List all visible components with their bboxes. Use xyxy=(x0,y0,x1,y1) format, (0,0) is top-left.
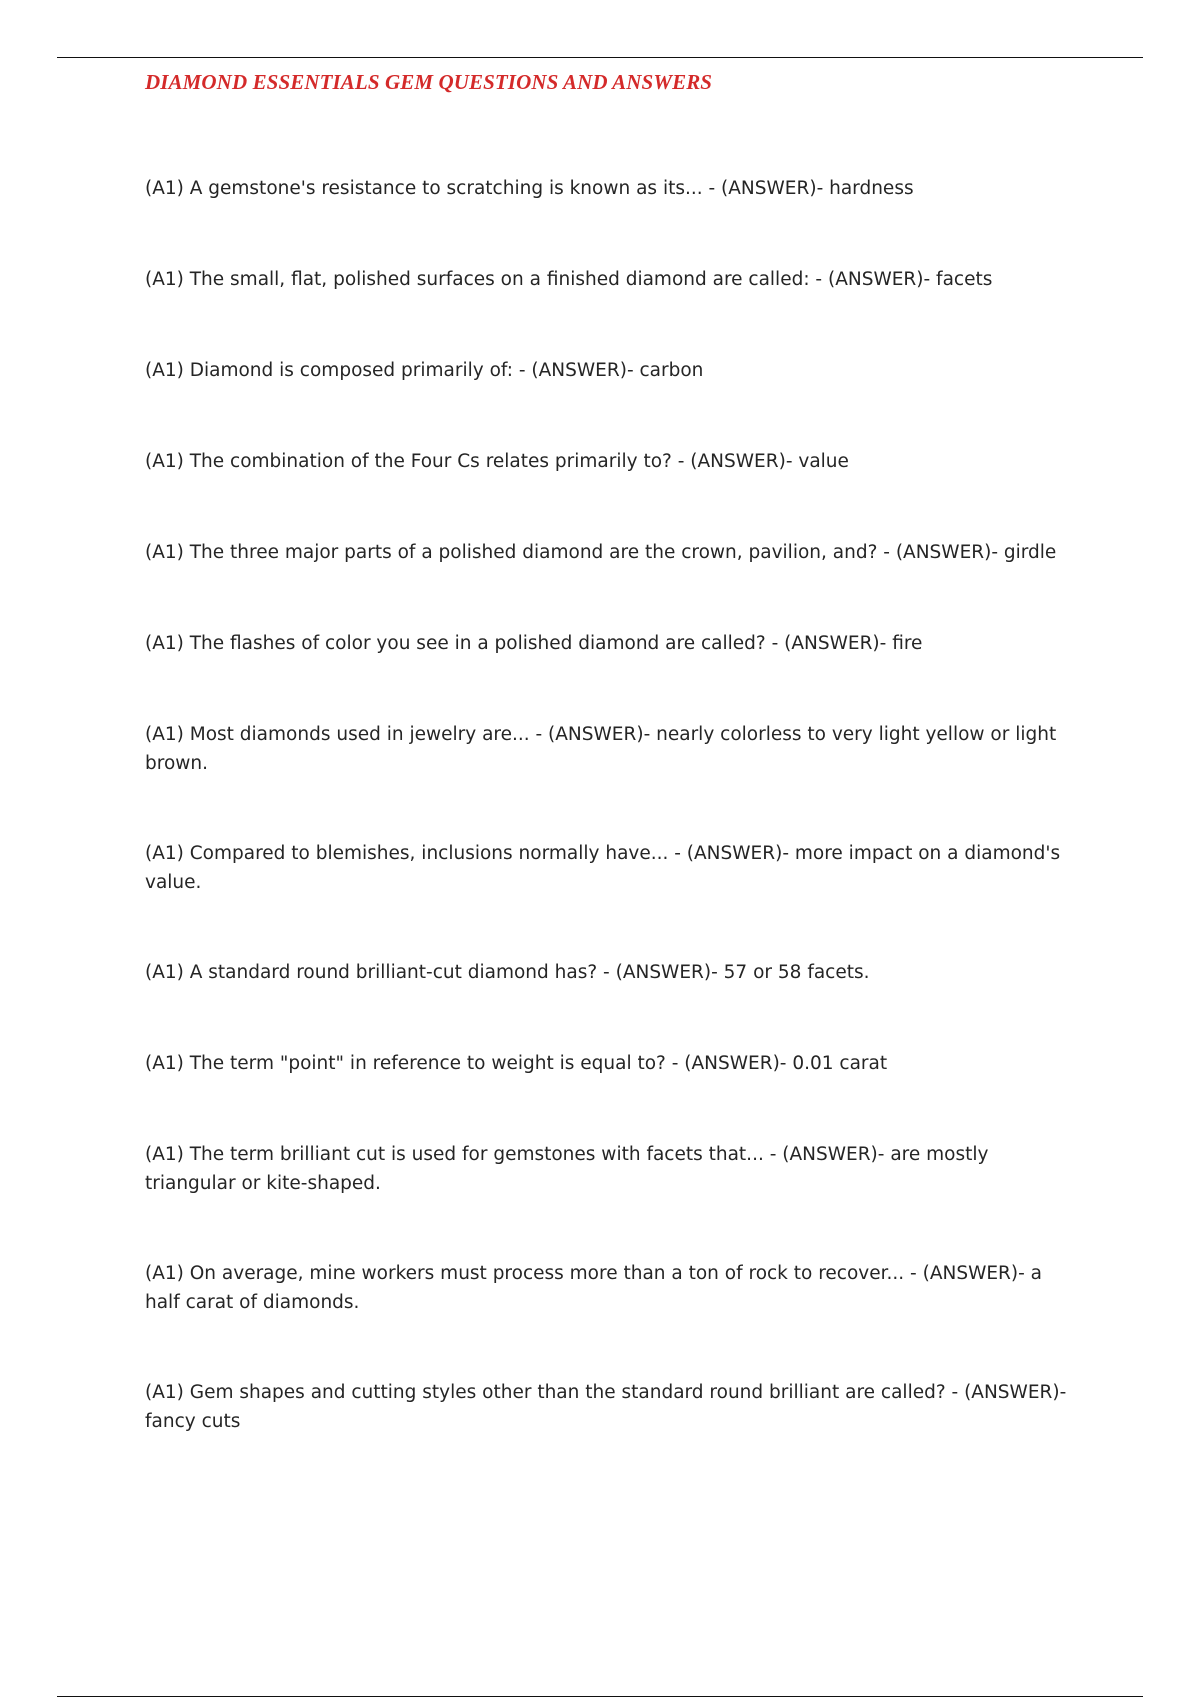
qa-item-6: (A1) The flashes of color you see in a polished diamond are called? - (ANSWER)- fire xyxy=(145,633,923,654)
qa-item-11: (A1) The term brilliant cut is used for gemstones with facets that... - (ANSWER)- are mostly triangular or kite-shaped. xyxy=(145,1144,989,1194)
top-rule xyxy=(57,57,1143,58)
qa-item-7: (A1) Most diamonds used in jewelry are... - (ANSWER)- nearly colorless to very light yellow or light brown. xyxy=(145,724,1057,774)
qa-item-10: (A1) The term "point" in reference to weight is equal to? - (ANSWER)- 0.01 carat xyxy=(145,1053,888,1074)
qa-item-3: (A1) Diamond is composed primarily of: - (ANSWER)- carbon xyxy=(145,360,704,381)
qa-item-13: (A1) Gem shapes and cutting styles other than the standard round brilliant are called? - (ANSWER)- fancy cuts xyxy=(145,1382,1067,1432)
qa-item-8: (A1) Compared to blemishes, inclusions normally have... - (ANSWER)- more impact on a diamond's value. xyxy=(145,843,1061,893)
qa-item-2: (A1) The small, flat, polished surfaces on a finished diamond are called: - (ANSWER)- facets xyxy=(145,269,993,290)
qa-item-4: (A1) The combination of the Four Cs relates primarily to? - (ANSWER)- value xyxy=(145,451,849,472)
qa-item-1: (A1) A gemstone's resistance to scratching is known as its... - (ANSWER)- hardness xyxy=(145,178,914,199)
qa-item-9: (A1) A standard round brilliant-cut diamond has? - (ANSWER)- 57 or 58 facets. xyxy=(145,962,870,983)
document-title: DIAMOND ESSENTIALS GEM QUESTIONS AND ANSWERS xyxy=(145,70,713,94)
bottom-rule xyxy=(57,1696,1143,1697)
qa-item-12: (A1) On average, mine workers must process more than a ton of rock to recover... - (ANSWER)- a half carat of diamonds. xyxy=(145,1263,1043,1313)
qa-item-5: (A1) The three major parts of a polished diamond are the crown, pavilion, and? - (ANSWER)- girdle xyxy=(145,542,1057,563)
